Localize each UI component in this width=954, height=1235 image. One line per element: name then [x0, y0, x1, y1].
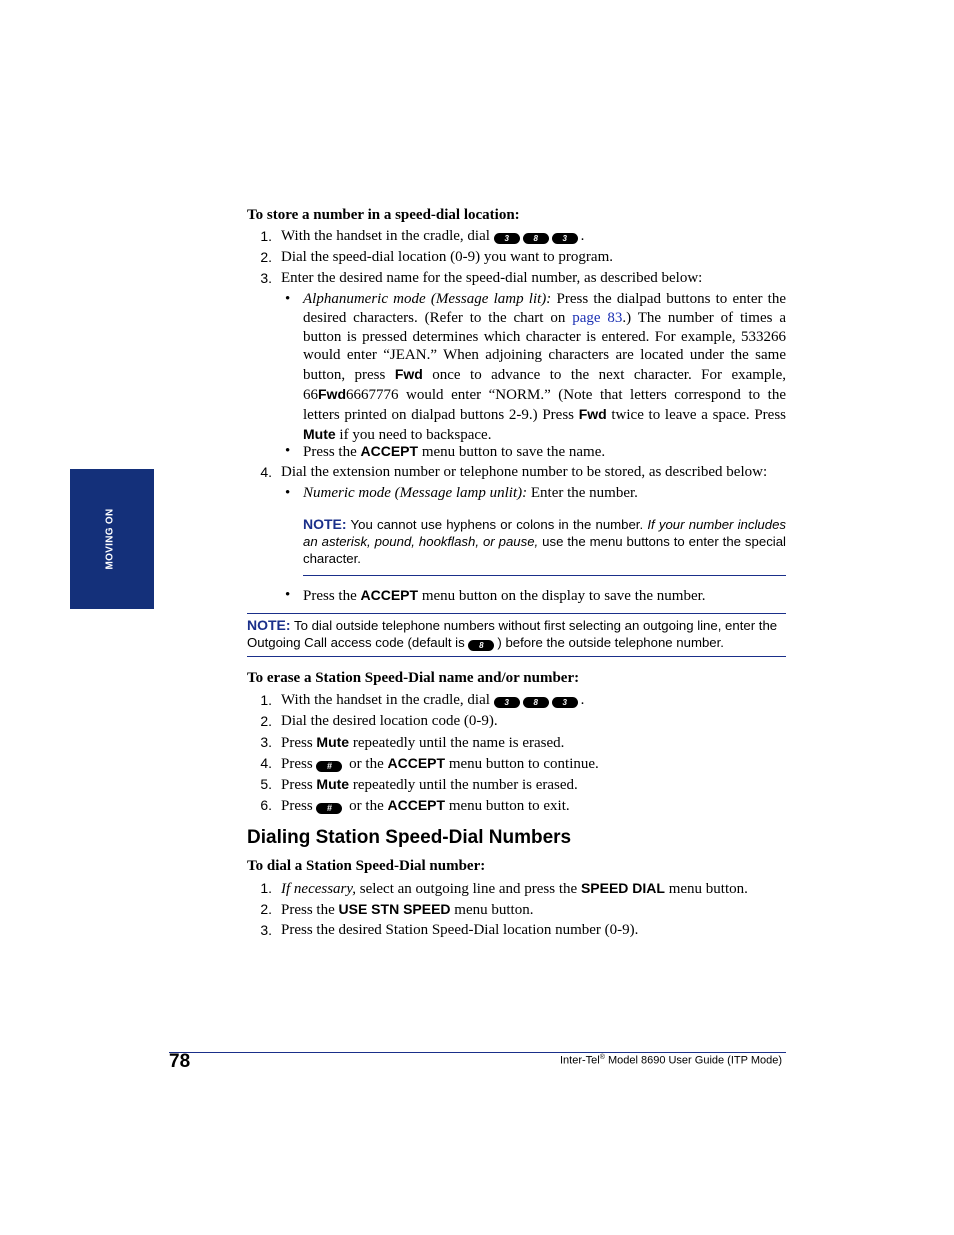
numeric-mode-label: Numeric mode (Message lamp unlit):: [303, 485, 528, 501]
store-step-3-text: Enter the desired name for the speed-dial number, as described below:: [281, 270, 703, 286]
mute-key-label: Mute: [303, 425, 336, 442]
alpha-text: if you need to backspace.: [339, 426, 492, 443]
step-number: 1.: [260, 692, 272, 708]
accept-number-text: menu button on the display to save the number.: [421, 588, 706, 604]
accept-key-label: ACCEPT: [360, 443, 419, 459]
numeric-mode-bullet: • Numeric mode (Message lamp unlit): Enter the number.: [285, 485, 638, 501]
note-2-label: NOTE:: [247, 617, 291, 633]
dial-step-2-end: menu button.: [454, 902, 534, 918]
dial-step-2-text: Press the: [281, 902, 335, 918]
alpha-mode-label: Alphanumeric mode (Message lamp lit):: [303, 291, 552, 307]
dial-key-3-icon: 3: [494, 697, 520, 708]
accept-name-bullet: • Press the ACCEPT menu button to save the name.: [285, 443, 606, 460]
step-number: 2.: [260, 249, 272, 265]
step-number: 2.: [260, 713, 272, 729]
dial-key-8-icon: 8: [468, 640, 494, 651]
pound-key-icon: #: [316, 803, 342, 814]
step-number: 2.: [260, 901, 272, 917]
accept-key-label: ACCEPT: [387, 797, 446, 813]
footer-rule: [169, 1052, 786, 1053]
press-text: Press: [281, 798, 313, 814]
step-number: 4.: [260, 755, 272, 771]
step-number: 3.: [260, 922, 272, 938]
dial-heading: To dial a Station Speed-Dial number:: [247, 858, 486, 874]
or-the-text: or the: [349, 798, 384, 814]
accept-name-text: menu button to save the name.: [421, 444, 606, 460]
store-step-1-text: With the handset in the cradle, dial: [281, 228, 490, 244]
store-step-2-text: Dial the speed-dial location (0-9) you want to program.: [281, 249, 613, 265]
dial-key-8-icon: 8: [523, 233, 549, 244]
erase-step-6-text: menu button to exit.: [448, 798, 570, 814]
pound-key-icon: #: [316, 761, 342, 772]
alpha-mode-paragraph: [303, 290, 786, 444]
press-text: Press: [281, 777, 313, 793]
note-box-1: [303, 516, 786, 567]
step-number: 1.: [260, 228, 272, 244]
page-83-link[interactable]: page 83: [572, 309, 623, 326]
step-number: 1.: [260, 880, 272, 896]
step-number: 3.: [260, 270, 272, 286]
section-title: Dialing Station Speed-Dial Numbers: [247, 827, 572, 848]
or-the-text: or the: [349, 756, 384, 772]
note-1-label: NOTE:: [303, 516, 347, 532]
fwd-key-label: Fwd: [578, 405, 607, 422]
use-stn-speed-key-label: USE STN SPEED: [338, 901, 451, 917]
press-text: Press: [281, 735, 313, 751]
note-2-top-divider: [247, 613, 786, 614]
note-2-body: To dial outside telephone numbers without first selecting an outgoing line, enter the Outgoing Call access code (default is: [247, 618, 778, 650]
step-number: 6.: [260, 797, 272, 813]
fwd-key-label: Fwd: [318, 385, 346, 402]
alpha-text: twice to leave a space. Press: [611, 406, 786, 423]
note-1-body: use the menu buttons to enter the special character.: [303, 534, 786, 566]
erase-step-1-text: With the handset in the cradle, dial: [281, 692, 490, 708]
dial-step-1-italic: If necessary,: [281, 881, 356, 897]
step-number: 3.: [260, 734, 272, 750]
accept-key-label: ACCEPT: [387, 755, 446, 771]
note-1-divider: [303, 575, 786, 576]
dial-step-1-end: menu button.: [668, 881, 748, 897]
erase-step-4-text: menu button to continue.: [448, 756, 599, 772]
alpha-text: 6667776 would enter “NORM.” (Note that letters correspond to the letters printed on dialpad buttons 2-9.) Press: [303, 386, 786, 423]
note-2-body: ) before the outside telephone number.: [497, 635, 724, 650]
dial-step-3-text: Press the desired Station Speed-Dial location number (0-9).: [281, 922, 639, 938]
erase-step-3-text: repeatedly until the name is erased.: [352, 735, 565, 751]
press-text: Press: [281, 756, 313, 772]
note-1-text: [303, 516, 786, 567]
side-tab-label: MOVING ON: [104, 508, 116, 570]
dial-key-8-icon: 8: [523, 697, 549, 708]
note-1-italic: If your number includes an asterisk, pound, hookflash, or pause,: [303, 517, 787, 549]
speed-dial-key-label: SPEED DIAL: [580, 880, 665, 896]
side-tab: [70, 469, 154, 609]
footer-title: [560, 1054, 782, 1067]
note-2-text: [247, 617, 786, 651]
erase-step-5-text: repeatedly until the number is erased.: [352, 777, 578, 793]
dial-key-3-icon: 3: [494, 233, 520, 244]
note-1-body: You cannot use hyphens or colons in the number.: [350, 517, 644, 532]
store-step-4-text: Dial the extension number or telephone number to be stored, as described below:: [281, 464, 768, 480]
dial-key-3-icon: 3: [552, 697, 578, 708]
alpha-text: once to advance to the next character. For example, 66: [303, 367, 787, 403]
step-number: 4.: [260, 464, 272, 480]
alpha-text: .) The number of times a button is pressed determines which character is entered. For example, 533266 would enter “JEAN.” When adjoining characters are located under the same button, press: [303, 309, 786, 384]
accept-number-text: Press the: [303, 588, 357, 604]
fwd-key-label: Fwd: [394, 366, 423, 383]
erase-heading: To erase a Station Speed-Dial name and/or number:: [247, 670, 580, 686]
step-number: 5.: [260, 776, 272, 792]
dial-key-3-icon: 3: [552, 233, 578, 244]
numeric-mode-text: Enter the number.: [530, 485, 638, 501]
accept-name-text: Press the: [303, 444, 357, 460]
footer-guide: Model 8690 User Guide (ITP Mode): [604, 1054, 782, 1067]
footer-brand: Inter-Tel: [559, 1054, 600, 1067]
store-heading: To store a number in a speed-dial location:: [247, 207, 520, 223]
mute-key-label: Mute: [316, 776, 350, 792]
note-2-bottom-divider: [247, 656, 786, 657]
erase-step-2-text: Dial the desired location code (0-9).: [281, 713, 498, 729]
registered-mark: ®: [599, 1054, 605, 1061]
dial-step-1-text: select an outgoing line and press the: [359, 881, 578, 897]
page-number: 78: [169, 1051, 191, 1072]
accept-number-bullet: • Press the ACCEPT menu button on the display to save the number.: [285, 587, 706, 604]
accept-key-label: ACCEPT: [360, 587, 419, 603]
alpha-text: Press the dialpad buttons to enter the desired characters. (Refer to the chart on: [303, 291, 787, 326]
mute-key-label: Mute: [316, 734, 350, 750]
alpha-mode-bullet: • Alphanumeric mode (Message lamp lit): Press the dialpad buttons to enter the desired characters. (Refer to the chart on page 83.) The number of times a button is pressed determines which character is entered. For example, 533266 would enter “JEAN.” When adjoining characters are located under the same button, press Fwd once to advance to the next character. For example, 66Fwd6667776 would enter “NORM.” (Note that letters correspond to the letters printed on dialpad buttons 2-9.) Press Fwd twice to leave a space. Press Mute if you need to backspace.: [285, 291, 787, 443]
